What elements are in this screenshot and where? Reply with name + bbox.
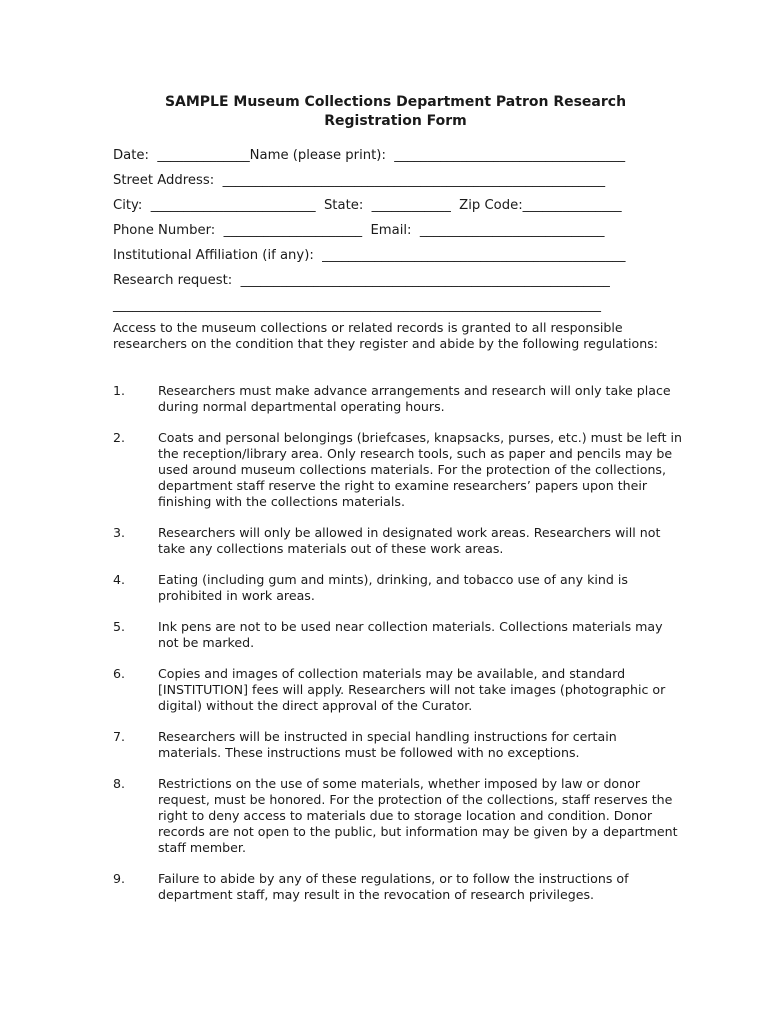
form-title-line-1: SAMPLE Museum Collections Department Patron Research xyxy=(164,94,627,110)
regulation-item xyxy=(113,871,683,911)
regulation-item xyxy=(113,383,683,430)
city-state-zip-field[interactable]: City: _________________________ State: ____________ Zip Code:_______________ xyxy=(113,198,622,213)
regulation-number: 7. xyxy=(113,729,126,744)
regulation-number: 1. xyxy=(113,383,126,398)
regulation-item xyxy=(113,572,683,619)
regulation-text: Failure to abide by any of these regulations, or to follow the instructions of department staff, may result in the revocation of research privileges. xyxy=(158,871,629,902)
regulations-list xyxy=(113,383,683,911)
regulation-text: Researchers must make advance arrangements and research will only take place during normal departmental operating hours. xyxy=(158,383,671,414)
date-name-field[interactable]: Date: ______________Name (please print): ___________________________________ xyxy=(113,148,626,163)
regulation-item xyxy=(113,430,683,525)
regulation-item xyxy=(113,729,683,776)
regulation-text: Restrictions on the use of some materials, whether imposed by law or donor request, must be honored. For the protection of the collections, staff reserves the right to deny access to materials due to storage location and condition. Donor records are not open to the public, but information may be given by a department staff member. xyxy=(158,776,678,855)
research-request-field[interactable]: Research request: ________________________________________________________ xyxy=(113,273,610,288)
regulation-text: Ink pens are not to be used near collection materials. Collections materials may not be marked. xyxy=(158,619,663,650)
form-title xyxy=(113,93,678,131)
registration-fields xyxy=(113,146,683,321)
regulation-item xyxy=(113,776,683,871)
regulation-number: 9. xyxy=(113,871,126,886)
phone-email-field[interactable]: Phone Number: _____________________ Email: ____________________________ xyxy=(113,223,605,238)
regulation-number: 2. xyxy=(113,430,126,445)
regulation-text: Researchers will only be allowed in designated work areas. Researchers will not take any collections materials out of these work areas. xyxy=(158,525,661,556)
research-request-continuation-field[interactable]: __________________________________________________________________________ xyxy=(113,298,601,313)
regulation-text: Coats and personal belongings (briefcases, knapsacks, purses, etc.) must be left in the reception/library area. Only research tools, such as paper and pencils may be used around museum collections materials. For the protection of the collections, department staff reserve the right to examine researchers’ papers upon their finishing with the collections materials. xyxy=(158,430,683,509)
regulation-text: Copies and images of collection materials may be available, and standard [INSTITUTION] fees will apply. Researchers will not take images (photographic or digital) without the direct approval of the Curator. xyxy=(158,666,666,713)
street-address-field[interactable]: Street Address: __________________________________________________________ xyxy=(113,173,606,188)
regulation-number: 6. xyxy=(113,666,126,681)
form-title-line-2: Registration Form xyxy=(324,113,467,129)
regulation-item xyxy=(113,619,683,666)
institutional-affiliation-field[interactable]: Institutional Affiliation (if any): ______________________________________________ xyxy=(113,248,626,263)
regulation-number: 3. xyxy=(113,525,126,540)
regulation-text: Researchers will be instructed in special handling instructions for certain materials. These instructions must be followed with no exceptions. xyxy=(158,729,617,760)
regulation-number: 5. xyxy=(113,619,126,634)
regulation-item xyxy=(113,525,683,572)
regulation-number: 8. xyxy=(113,776,126,791)
regulation-number: 4. xyxy=(113,572,126,587)
regulation-text: Eating (including gum and mints), drinking, and tobacco use of any kind is prohibited in work areas. xyxy=(158,572,628,603)
intro-paragraph: Access to the museum collections or related records is granted to all responsible researchers on the condition that they register and abide by the following regulations: xyxy=(113,320,658,351)
regulation-item xyxy=(113,666,683,729)
